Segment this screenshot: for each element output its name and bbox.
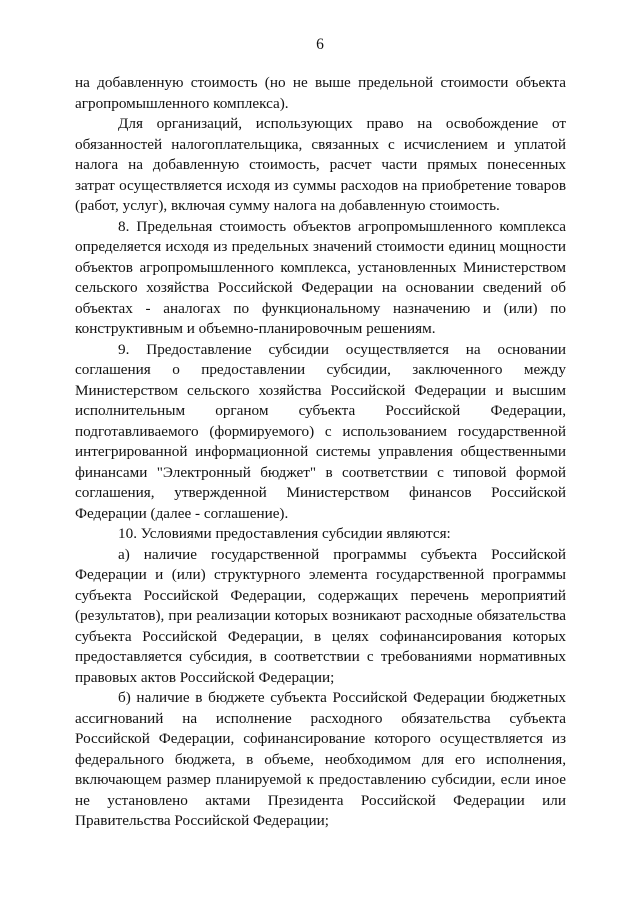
paragraph: 8. Предельная стоимость объектов агропромышленного комплекса определяется исходя из предельных значений стоимости единиц мощности объектов агропромышленного комплекса, установленных Министерством сельского хозяйства Российской Федерации на основании сведений об объектах - аналогах по функциональному назначению и (или) по конструктивным и объемно-планировочным решениям. bbox=[75, 217, 566, 337]
page-number: 6 bbox=[316, 36, 324, 53]
paragraph: 10. Условиями предоставления субсидии являются: bbox=[118, 525, 451, 542]
paragraph: а) наличие государственной программы субъекта Российской Федерации и (или) структурного элемента государственной программы субъекта Российской Федерации, содержащих перечень мероприятий (результатов), при реализации которых возникают расходные обязательства субъекта Российской Федерации, в целях софинансирования которых предоставляется субсидия, в соответствии с требованиями нормативных правовых актов Российской Федерации; bbox=[75, 545, 566, 686]
paragraph: 9. Предоставление субсидии осуществляется на основании соглашения о предоставлении субсидии, заключенного между Министерством сельского хозяйства Российской Федерации и высшим исполнительным органом субъекта Российской Федерации, подготавливаемого (формируемого) с использованием государственной интегрированной информационной системы управления общественными финансами "Электронный бюджет" в соответствии с типовой формой соглашения, утвержденной Министерством финансов Российской Федерации (далее - соглашение). bbox=[75, 340, 566, 522]
document-body bbox=[75, 73, 566, 832]
paragraph: б) наличие в бюджете субъекта Российской Федерации бюджетных ассигнований на исполнение расходного обязательства субъекта Российской Федерации, софинансирование которого осуществляется из федерального бюджета, в объеме, необходимом для его исполнения, включающем размер планируемой к предоставлению субсидии, если иное не установлено актами Президента Российской Федерации или Правительства Российской Федерации; bbox=[75, 689, 566, 829]
paragraph: на добавленную стоимость (но не выше предельной стоимости объекта агропромышленного комплекса). bbox=[75, 74, 566, 112]
paragraph: Для организаций, использующих право на освобождение от обязанностей налогоплательщика, связанных с исчислением и уплатой налога на добавленную стоимость, расчет части прямых понесенных затрат осуществляется исходя из суммы расходов на приобретение товаров (работ, услуг), включая сумму налога на добавленную стоимость. bbox=[75, 115, 566, 214]
